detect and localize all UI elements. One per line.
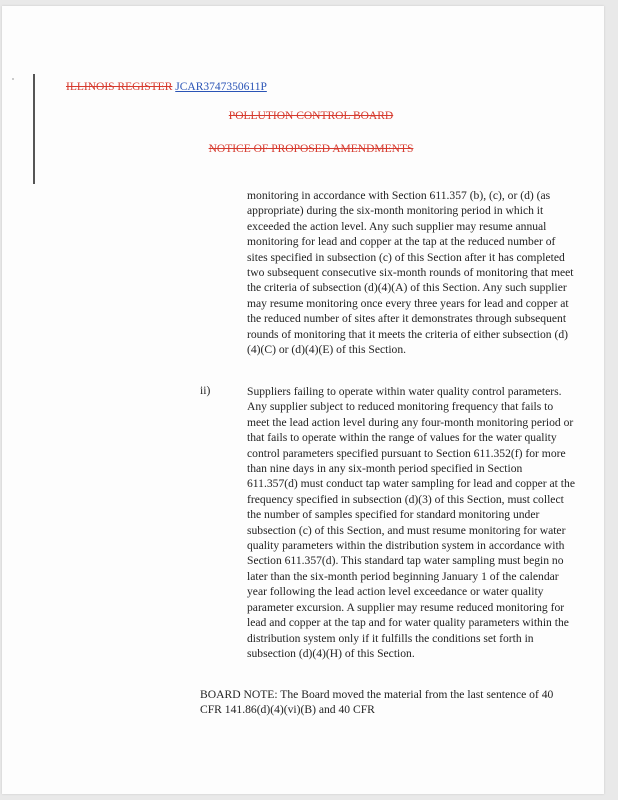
notice-header xyxy=(2,143,618,155)
notice-title-struck: NOTICE OF PROPOSED AMENDMENTS xyxy=(208,143,414,155)
board-header xyxy=(2,110,618,122)
item-paragraph: Suppliers failing to operate within water quality control parameters. Any supplier subject to reduced monitoring frequency that fails to meet the lead action level during any four-month monitoring period or that fails to operate within the range of values for the water quality control parameters specified pursuant to Section 611.352(f) for more than nine days in any six-month period specified in Section 611.357(d) must conduct tap water sampling for lead and copper at the frequency specified in subsection (d)(3) of this Section, must collect the number of samples specified for standard monitoring under subsection (c) of this Section, and must resume monitoring for water quality parameters within the distribution system in accordance with Section 611.357(d). This standard tap water sampling must begin no later than the six-month period beginning January 1 of the calendar year following the lead action level exceedance or water quality parameter excursion. A supplier may resume reduced monitoring for lead and copper at the tap and for water quality parameters within the distribution system only if it fulfills the conditions set forth in subsection (d)(4)(H) of this Section. xyxy=(247,385,575,660)
board-title-struck: POLLUTION CONTROL BOARD xyxy=(228,110,394,122)
register-header xyxy=(66,81,267,93)
board-note: BOARD NOTE: The Board moved the material from the last sentence of 40 CFR 141.86(d)(4)(vi)(B) and 40 CFR xyxy=(200,688,554,717)
document-page xyxy=(2,6,604,794)
continued-paragraph: monitoring in accordance with Section 611.357 (b), (c), or (d) (as appropriate) during the six-month monitoring period in which it exceeded the action level. Any such supplier may resume annual monitoring for lead and copper at the tap at the reduced number of sites specified in subsection (c) of this Section after it has completed two subsequent consecutive six-month rounds of monitoring that meet the criteria of subsection (d)(4)(A) of this Section. Any such supplier may resume monitoring once every three years for lead and copper at the reduced number of sites after it demonstrates through subsequent rounds of monitoring that it meets the criteria of either subsection (d)(4)(C) or (d)(4)(E) of this Section. xyxy=(247,189,574,357)
jcar-link[interactable]: JCAR3747350611P xyxy=(175,81,267,93)
revision-bar xyxy=(33,74,35,184)
register-title-struck: ILLINOIS REGISTER xyxy=(66,81,173,93)
item-marker: ii) xyxy=(200,384,211,397)
scan-artifact xyxy=(12,78,14,80)
